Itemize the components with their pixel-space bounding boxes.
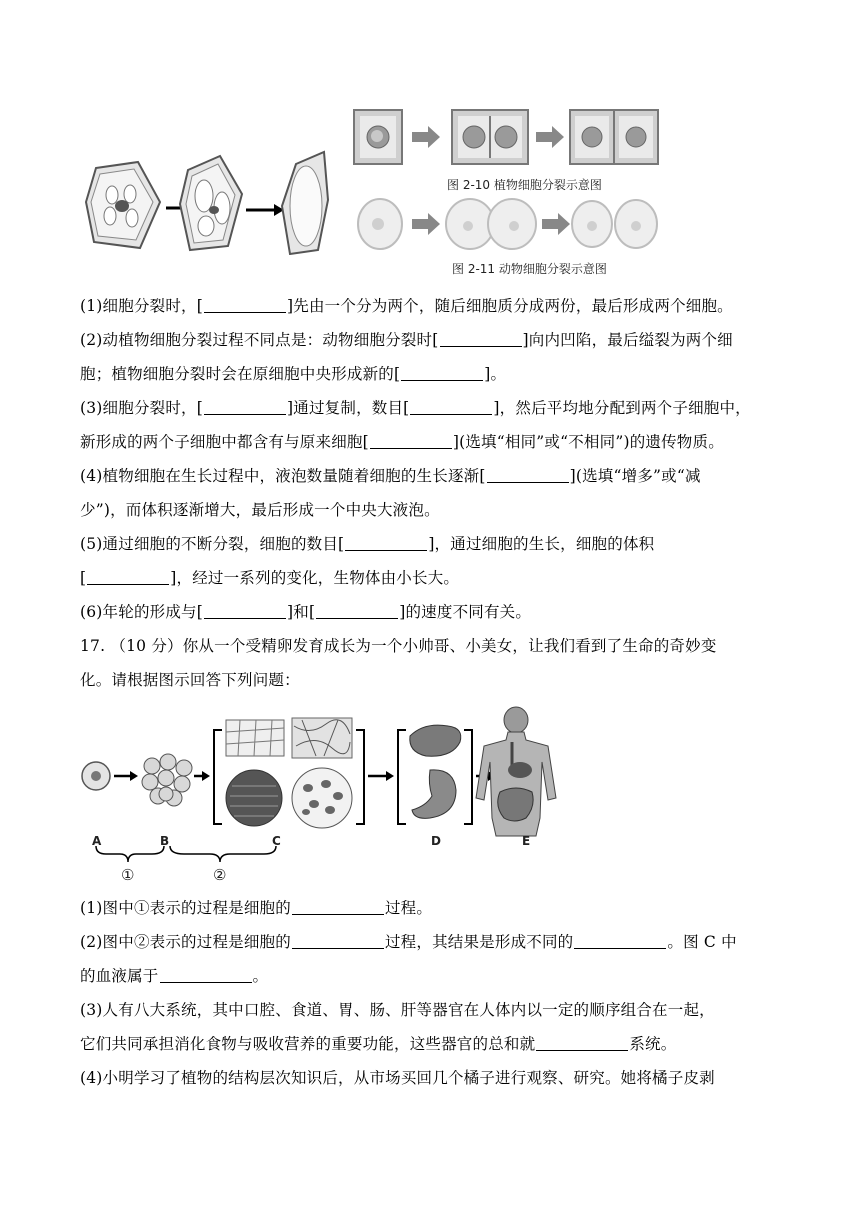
question-1: (1)细胞分裂时，[ ]先由一个分为两个，随后细胞质分成两份，最后形成两个细胞。 bbox=[80, 297, 733, 315]
question-4-cont: 少”)，而体积逐渐增大，最后形成一个中央大液泡。 bbox=[80, 501, 440, 519]
plant-cell-before-division bbox=[354, 110, 402, 164]
answer-blank[interactable] bbox=[204, 400, 286, 415]
tissue-muscle bbox=[226, 770, 282, 826]
question-3-cont: 新形成的两个子细胞中都含有与原来细胞[ ](选填“相同”或“不相同”)的遗传物质。 bbox=[80, 433, 724, 451]
question-5: (5)通过细胞的不断分裂，细胞的数目[ ]，通过细胞的生长，细胞的体积 bbox=[80, 535, 655, 553]
answer-blank[interactable] bbox=[204, 604, 286, 619]
plant-division-caption: 图 2-10 植物细胞分裂示意图 bbox=[447, 178, 602, 192]
answer-blank[interactable] bbox=[292, 900, 384, 915]
label-b: B bbox=[160, 834, 170, 848]
answer-blank[interactable] bbox=[345, 536, 427, 551]
answer-blank[interactable] bbox=[204, 298, 286, 313]
question-5-cont: [ ]，经过一系列的变化，生物体由小长大。 bbox=[80, 569, 460, 587]
cell-cluster bbox=[142, 754, 192, 806]
answer-blank[interactable] bbox=[87, 570, 169, 585]
q17-part-3: (3)人有八大系统，其中口腔、食道、胃、肠、肝等器官在人体内以一定的顺序组合在一起， bbox=[80, 1001, 715, 1019]
plant-cells-after-division bbox=[570, 110, 658, 164]
plant-cell-growth-figure bbox=[82, 150, 342, 255]
tissue-nerve bbox=[292, 718, 352, 758]
human-body bbox=[476, 707, 556, 836]
question-2: (2)动植物细胞分裂过程不同点是：动物细胞分裂时[ ]向内凹陷，最后缢裂为两个细 bbox=[80, 331, 733, 349]
answer-blank[interactable] bbox=[401, 366, 483, 381]
tissue-epithelial bbox=[226, 720, 284, 756]
answer-blank[interactable] bbox=[574, 934, 666, 949]
plant-cell-dividing bbox=[452, 110, 528, 164]
answer-blank[interactable] bbox=[440, 332, 522, 347]
question-3: (3)细胞分裂时，[ ]通过复制，数目[ ]，然后平均地分配到两个子细胞中， bbox=[80, 399, 751, 417]
answer-blank[interactable] bbox=[410, 400, 492, 415]
question-17-stem-cont: 化。请根据图示回答下列问题： bbox=[80, 671, 300, 689]
answer-blank[interactable] bbox=[160, 968, 252, 983]
answer-blank[interactable] bbox=[316, 604, 398, 619]
answer-blank[interactable] bbox=[536, 1036, 628, 1051]
animal-cells-after-division bbox=[572, 200, 657, 248]
question-4: (4)植物细胞在生长过程中，液泡数量随着细胞的生长逐渐[ ](选填“增多”或“减 bbox=[80, 467, 701, 485]
q17-part-4: (4)小明学习了植物的结构层次知识后，从市场买回几个橘子进行观察、研究。她将橘子皮剥 bbox=[80, 1069, 715, 1087]
label-e: E bbox=[522, 834, 531, 848]
animal-cell-dividing bbox=[446, 199, 536, 249]
question-6: (6)年轮的形成与[ ]和[ ]的速度不同有关。 bbox=[80, 603, 532, 621]
label-a: A bbox=[92, 834, 102, 848]
process-2-label: ② bbox=[213, 866, 227, 884]
plant-cell-division-figure bbox=[352, 107, 662, 169]
animal-cell-before-division bbox=[358, 199, 402, 249]
label-d: D bbox=[431, 834, 441, 848]
answer-blank[interactable] bbox=[292, 934, 384, 949]
plant-cell-young bbox=[86, 162, 160, 248]
animal-cell-division-figure bbox=[356, 196, 662, 252]
question-17-stem: 17. （10 分）你从一个受精卵发育成长为一个小帅哥、小美女，让我们看到了生命的奇妙变 bbox=[80, 637, 717, 655]
organ-stomach bbox=[412, 770, 456, 819]
organ-liver bbox=[410, 725, 461, 756]
q17-part-3-cont: 它们共同承担消化食物与吸收营养的重要功能，这些器官的总和就 系统。 bbox=[80, 1035, 677, 1053]
answer-blank[interactable] bbox=[370, 434, 452, 449]
q17-part-1: (1)图中①表示的过程是细胞的 过程。 bbox=[80, 899, 433, 917]
process-1-label: ① bbox=[121, 866, 135, 884]
fertilized-egg bbox=[82, 762, 110, 790]
development-figure bbox=[80, 706, 570, 886]
plant-cell-mature bbox=[282, 152, 328, 254]
label-c: C bbox=[272, 834, 281, 848]
answer-blank[interactable] bbox=[487, 468, 569, 483]
animal-division-caption: 图 2-11 动物细胞分裂示意图 bbox=[452, 262, 607, 276]
plant-cell-growing bbox=[180, 156, 242, 250]
q17-part-2: (2)图中②表示的过程是细胞的 过程，其结果是形成不同的 。图 C 中 bbox=[80, 933, 737, 951]
tissue-blood bbox=[292, 768, 352, 828]
q17-part-2-cont: 的血液属于 。 bbox=[80, 967, 269, 985]
question-2-cont: 胞；植物细胞分裂时会在原细胞中央形成新的[ ]。 bbox=[80, 365, 507, 383]
